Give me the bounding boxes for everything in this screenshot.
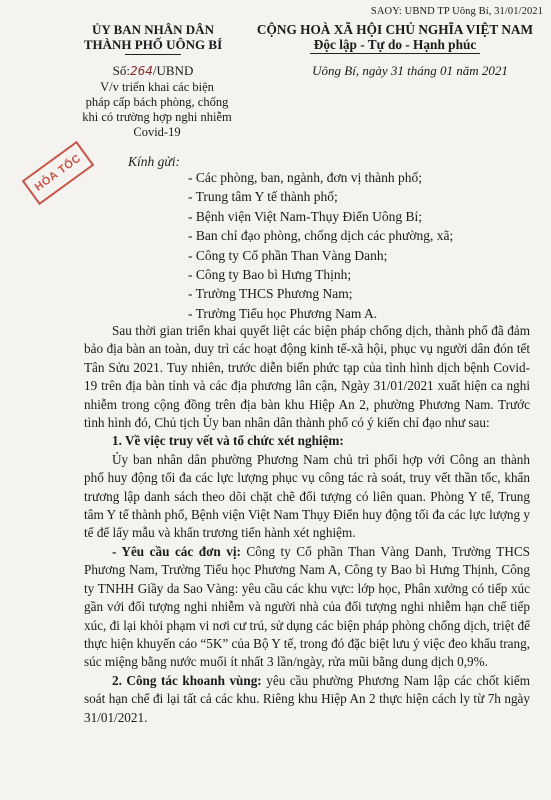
document-body [84, 322, 530, 727]
recipient-list [188, 168, 528, 323]
doc-number-suffix: /UBND [152, 63, 194, 78]
section-1-heading: 1. Về việc truy vết và tổ chức xét nghiệm: [112, 433, 344, 449]
section-2-heading: 2. Công tác khoanh vùng: [112, 672, 262, 688]
recipient-item: - Công ty Cổ phần Than Vàng Danh; [188, 247, 388, 263]
intro-paragraph: Sau thời gian triển khai quyết liệt các biện pháp chống dịch, thành phố đã đảm bảo địa bàn an toàn, duy trì các hoạt động kinh tế-xã hội, phục vụ người dân đón tết Tân Sửu 2021. Tuy nhiên, trước diễn biến phức tạp của tình hình dịch bệnh Covid-19 trên địa bàn tỉnh và các địa phương lân cận, Ngày 31/01/2021 xuất hiện ca nghi nhiễm trong cộng đồng trên địa bàn khu Hiệp An 2, phường Phương Nam. Trước tình hình đó, Chủ tịch Ủy ban nhân dân thành phố có ý kiến chỉ đạo như sau: [84, 323, 530, 431]
org-underline [125, 54, 181, 55]
recipient-item: - Bệnh viện Việt Nam-Thụy Điển Uông Bí; [188, 208, 423, 224]
national-motto: Độc lập - Tự do - Hạnh phúc [313, 37, 477, 52]
motto-underline [310, 53, 480, 54]
subject-line: khi có trường hợp nghi nhiễm [82, 110, 232, 124]
doc-number-prefix: Số: [112, 63, 130, 78]
recipient-item: - Ban chỉ đạo phòng, chống dịch các phường, xã; [188, 228, 454, 244]
org-line-2: THÀNH PHỐ UÔNG BÍ [83, 37, 223, 52]
subject-line: pháp cấp bách phòng, chống [85, 95, 229, 109]
subject-line: Covid-19 [133, 125, 181, 139]
recipient-item: - Công ty Bao bì Hưng Thịnh; [188, 267, 352, 283]
addressee-label: Kính gửi: [128, 154, 180, 169]
recipient-item: - Các phòng, ban, ngành, đơn vị thành phố; [188, 170, 422, 185]
section-1-paragraph: Ủy ban nhân dân phường Phương Nam chủ trì phối hợp với Công an thành phố huy động tối đa các lực lượng phục vụ công tác rà soát, truy vết thần tốc, khẩn trương lập danh sách theo dõi chặt chẽ đối tượng có liên quan. Phòng Y tế, Trung tâm Y tế thành phố, Bệnh viện Việt Nam Thụy Điển huy động tối đa các lực lượng y tế để lấy mẫu và khẩn trương tiến hành xét nghiệm. [84, 451, 530, 541]
document-number [58, 63, 248, 79]
copy-note: SAOY: UBND TP Uông Bí, 31/01/2021 [370, 6, 543, 17]
org-line-1: ỦY BAN NHÂN DÂN [92, 22, 214, 37]
national-header [250, 22, 540, 54]
issuing-authority [58, 22, 248, 55]
recipient-item: - Trường Tiểu học Phương Nam A. [188, 305, 378, 321]
section-2-text: yêu cầu phường Phương Nam lập các chốt kiểm soát hạn chế đi lại tất cả các khu. Riêng khu Hiệp An 2 thực hiện cách ly từ 7h ngày 31/01/2021. [84, 672, 531, 725]
section-2-paragraph [84, 672, 530, 727]
issue-date: Uông Bí, ngày 31 tháng 01 năm 2021 [312, 63, 508, 78]
subject-line: V/v triển khai các biện [100, 80, 214, 94]
recipient-item: - Trung tâm Y tế thành phố; [188, 189, 338, 205]
recipient-item: - Trường THCS Phương Nam; [188, 286, 353, 302]
requirements-text: Công ty Cổ phần Than Vàng Danh, Trường THCS Phương Nam, Trường Tiểu học Phương Nam A, Công ty Bao bì Hưng Thịnh, Công ty TNHH Giầy da Sao Vàng: yêu cầu các khu vực: lớp học, Phân xưởng có tiếp xúc gần với đối tượng nghi nhiễm và người nhà của đối tượng nghi nhiễm hạn chế tiếp xúc, đi lại khỏi phạm vi nơi cư trú, sử dụng các biện pháp phòng chống dịch, triệt để thực hiện khuyến cáo “5K” của Bộ Y tế, trong đó đặc biệt lưu ý việc đeo khẩu trang, súc miệng bằng nước muối ít nhất 3 lần/ngày, rửa mũi bằng dung dịch 0,9%. [84, 543, 530, 670]
nation-title: CỘNG HOÀ XÃ HỘI CHỦ NGHĨA VIỆT NAM [256, 22, 534, 37]
section-1-requirements [84, 543, 530, 672]
urgent-stamp: HỎA TỐC [22, 141, 95, 205]
requirements-label: - Yêu cầu các đơn vị: [112, 543, 241, 559]
subject [62, 80, 252, 140]
doc-number-handwritten: 264 [129, 64, 153, 78]
